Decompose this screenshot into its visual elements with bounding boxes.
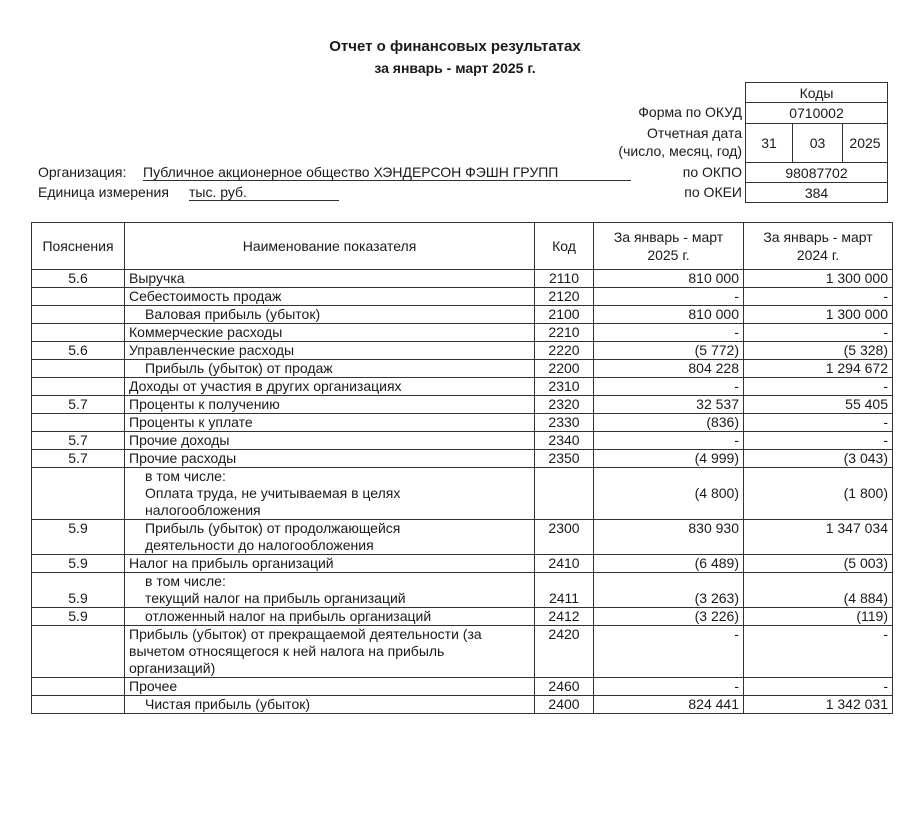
row-name: Выручка [125, 270, 535, 288]
row-name [125, 626, 535, 678]
row-previous: - [744, 626, 893, 678]
row-name-line: Оплата труда, не учитываемая в целях [145, 485, 401, 501]
row-current: 830 930 [594, 520, 744, 555]
table-row [32, 608, 893, 626]
table-row [32, 270, 893, 288]
row-note: 5.6 [32, 342, 125, 360]
date-month: 03 [792, 123, 843, 163]
row-name-line: вычетом относящегося к ней налога на прибыль [129, 643, 445, 659]
table-row [32, 468, 893, 520]
row-name-line: текущий налог на прибыль организаций [145, 590, 406, 606]
col-header-previous-line2: 2024 г. [796, 247, 840, 263]
row-previous: 1 300 000 [744, 270, 893, 288]
row-name-line: Прибыль (убыток) от продолжающейся [145, 520, 401, 536]
row-note [32, 678, 125, 696]
row-code: 2200 [535, 360, 594, 378]
col-header-code: Код [535, 223, 594, 270]
table-row [32, 396, 893, 414]
row-name-line: в том числе: [145, 573, 226, 589]
table-row [32, 306, 893, 324]
org-name: Публичное акционерное общество ХЭНДЕРСОН ФЭШН ГРУПП [143, 164, 631, 181]
date-day: 31 [745, 123, 793, 163]
okpo-value: 98087702 [745, 162, 888, 183]
row-current: (3 263) [594, 573, 744, 608]
okei-value: 384 [745, 182, 888, 203]
row-name-line: налогообложения [145, 502, 261, 518]
row-name [125, 468, 535, 520]
row-current: (3 226) [594, 608, 744, 626]
row-previous: - [744, 324, 893, 342]
row-current: 810 000 [594, 306, 744, 324]
row-name: Проценты к получению [125, 396, 535, 414]
row-name-line: в том числе: [145, 468, 226, 484]
row-code: 2310 [535, 378, 594, 396]
row-previous: (1 800) [744, 468, 893, 520]
row-name: Валовая прибыль (убыток) [125, 306, 535, 324]
row-previous: (3 043) [744, 450, 893, 468]
row-note: 5.9 [32, 608, 125, 626]
row-code: 2420 [535, 626, 594, 678]
financial-results-table [31, 222, 893, 714]
table-row [32, 696, 893, 714]
row-previous: - [744, 678, 893, 696]
row-current: 810 000 [594, 270, 744, 288]
report-title: Отчет о финансовых результатах [329, 38, 581, 55]
row-current: (836) [594, 414, 744, 432]
date-label-1: Отчетная дата [646, 125, 742, 141]
row-code: 2411 [535, 573, 594, 608]
row-note [32, 378, 125, 396]
row-code: 2100 [535, 306, 594, 324]
row-code: 2120 [535, 288, 594, 306]
row-current: - [594, 378, 744, 396]
row-name: Управленческие расходы [125, 342, 535, 360]
row-note: 5.7 [32, 432, 125, 450]
row-previous: 1 294 672 [744, 360, 893, 378]
row-previous: (5 003) [744, 555, 893, 573]
row-name: Проценты к уплате [125, 414, 535, 432]
row-name: Прочие доходы [125, 432, 535, 450]
row-note: 5.9 [32, 520, 125, 555]
row-current: - [594, 626, 744, 678]
row-previous: (5 328) [744, 342, 893, 360]
table-row [32, 520, 893, 555]
row-current: - [594, 324, 744, 342]
table-row [32, 288, 893, 306]
row-code: 2400 [535, 696, 594, 714]
row-current: 32 537 [594, 396, 744, 414]
row-previous: 1 342 031 [744, 696, 893, 714]
org-label: Организация: [38, 164, 127, 180]
table-row [32, 342, 893, 360]
table-header-row [32, 223, 893, 270]
row-previous: 1 300 000 [744, 306, 893, 324]
row-code: 2300 [535, 520, 594, 555]
row-current: - [594, 432, 744, 450]
okei-label: по ОКЕИ [684, 184, 742, 200]
row-code [535, 468, 594, 520]
row-previous: 55 405 [744, 396, 893, 414]
row-current: - [594, 678, 744, 696]
row-name: Прочее [125, 678, 535, 696]
row-code: 2350 [535, 450, 594, 468]
col-header-previous-line1: За январь - март [763, 229, 873, 245]
row-note [32, 414, 125, 432]
row-name-line: Прибыль (убыток) от прекращаемой деятельности (за [129, 626, 482, 642]
unit-label: Единица измерения [38, 184, 169, 200]
table-row [32, 432, 893, 450]
row-note: 5.7 [32, 450, 125, 468]
row-name-line: деятельности до налогообложения [145, 537, 374, 553]
row-code: 2330 [535, 414, 594, 432]
row-name-line: организаций) [129, 660, 216, 676]
row-code: 2110 [535, 270, 594, 288]
row-previous: - [744, 414, 893, 432]
row-note: 5.7 [32, 396, 125, 414]
row-note [32, 306, 125, 324]
okpo-label: по ОКПО [682, 164, 742, 180]
row-previous: 1 347 034 [744, 520, 893, 555]
row-name [125, 520, 535, 555]
row-note [32, 360, 125, 378]
okud-value: 0710002 [745, 102, 888, 124]
row-name [125, 573, 535, 608]
col-header-note: Пояснения [32, 223, 125, 270]
unit-value: тыс. руб. [189, 184, 339, 201]
row-previous: - [744, 432, 893, 450]
codes-header: Коды [745, 82, 888, 103]
row-current: (4 999) [594, 450, 744, 468]
row-note: 5.9 [32, 573, 125, 608]
table-row [32, 555, 893, 573]
date-label-2: (число, месяц, год) [618, 143, 742, 159]
row-note [32, 324, 125, 342]
row-previous: (119) [744, 608, 893, 626]
report-period: за январь - март 2025 г. [374, 60, 536, 76]
row-previous: - [744, 288, 893, 306]
row-code: 2210 [535, 324, 594, 342]
table-row [32, 678, 893, 696]
row-name: Прибыль (убыток) от продаж [125, 360, 535, 378]
col-header-name: Наименование показателя [125, 223, 535, 270]
row-name: Доходы от участия в других организациях [125, 378, 535, 396]
row-code: 2320 [535, 396, 594, 414]
row-note: 5.6 [32, 270, 125, 288]
row-previous: - [744, 378, 893, 396]
row-code: 2410 [535, 555, 594, 573]
row-code: 2340 [535, 432, 594, 450]
row-name: Чистая прибыль (убыток) [125, 696, 535, 714]
row-note [32, 626, 125, 678]
row-current: (5 772) [594, 342, 744, 360]
table-row [32, 450, 893, 468]
row-note: 5.9 [32, 555, 125, 573]
row-note [32, 288, 125, 306]
row-code: 2220 [535, 342, 594, 360]
col-header-previous [744, 223, 893, 270]
date-year: 2025 [842, 123, 888, 163]
col-header-current [594, 223, 744, 270]
row-current: 824 441 [594, 696, 744, 714]
okud-label: Форма по ОКУД [638, 104, 742, 120]
table-row [32, 360, 893, 378]
row-name: Прочие расходы [125, 450, 535, 468]
row-current: (6 489) [594, 555, 744, 573]
row-name: Налог на прибыль организаций [125, 555, 535, 573]
row-name: Коммерческие расходы [125, 324, 535, 342]
row-code: 2412 [535, 608, 594, 626]
row-previous: (4 884) [744, 573, 893, 608]
row-current: (4 800) [594, 468, 744, 520]
table-row [32, 324, 893, 342]
table-row [32, 573, 893, 608]
row-current: - [594, 288, 744, 306]
col-header-current-line1: За январь - март [613, 229, 724, 245]
row-name: отложенный налог на прибыль организаций [125, 608, 535, 626]
row-note [32, 696, 125, 714]
row-note [32, 468, 125, 520]
col-header-current-line2: 2025 г. [647, 247, 690, 263]
row-name: Себестоимость продаж [125, 288, 535, 306]
table-row [32, 414, 893, 432]
row-current: 804 228 [594, 360, 744, 378]
row-code: 2460 [535, 678, 594, 696]
table-row [32, 626, 893, 678]
table-row [32, 378, 893, 396]
